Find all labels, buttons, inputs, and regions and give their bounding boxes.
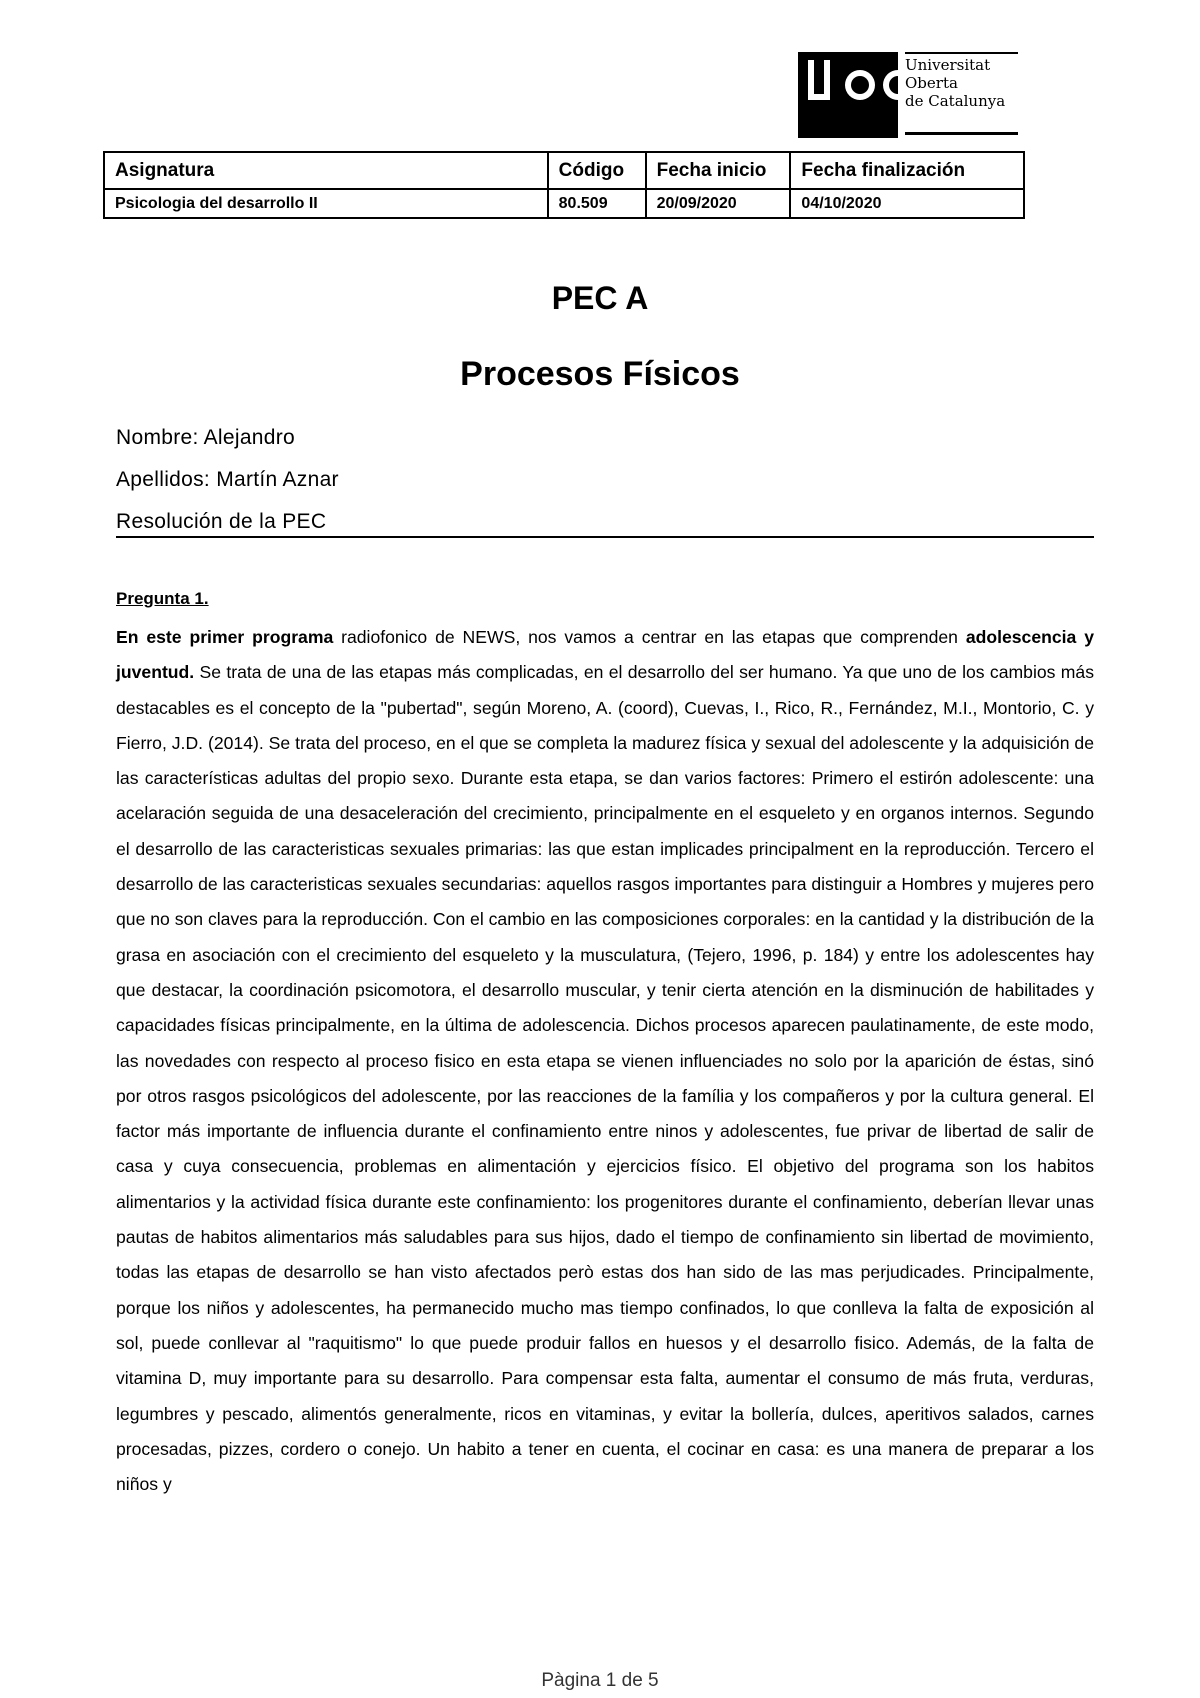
logo-wordmark [905,56,1005,110]
document-subtitle: Procesos Físicos [460,355,740,393]
uoc-logo [798,52,1020,138]
paragraph-text-2: Se trata de una de las etapas más complicadas, en el desarrollo del ser humano. Ya que uno de los cambios más destacables es el concepto de la "pubertad", según Moreno, A. (coord), Cuevas, I., Rico, R., Fernández, M.I., Montorio, C. y Fierro, J.D. (2014). Se trata del proceso, en el que se completa la madurez física y sexual del adolescente y la adquisición de las características adultas del propio sexo. Durante esta etapa, se dan varios factores: Primero el estirón adolescente: una acelaración seguida de una desaceleración del crecimiento, principalmente en el esqueleto y en organos internos. Segundo el desarrollo de las caracteristicas sexuales primarias: las que estan implicades principalment en la reproducción. Tercero el desarrollo de las caracteristicas sexuales secundarias: aquellos rasgos importantes para distinguir a Hombres y mujeres pero que no son claves para la reproducción. Con el cambio en las composiciones corporales: en la cantidad y la distribución de la grasa en asociación con el crecimiento del esqueleto y la musculatura, (Tejero, 1996, p. 184) y entre los adolescentes hay que destacar, la coordinación psicomotora, el desarrollo muscular, y tenir cierta atención en la disminución de habilitades y capacidades físicas principalmente, en la última de adolescencia. Dichos procesos aparecen paulatinamente, de este modo, las novedades con respecto al proceso fisico en esta etapa se vienen influenciades no solo por la aparición de éstas, sinó por otros rasgos psicológicos del adolescente, por las reacciones de la família y los compañeros y por la cultura general. El factor más importante de influencia durante el confinamiento entre ninos y adolescentes, fue privar de libertad de salir de casa y cuya consecuencia, problemas en alimentación y ejercicios físico. El objetivo del programa son los habitos alimentarios y la actividad física durante este confinamiento: los progenitores durante el confinamiento, deberían llevar unas pautas de habitos alimentarios más saludables para sus hijos, dado el tiempo de confinamiento sin libertad de movimiento, todas las etapas de desarrollo se han visto afectados però estas dos han sido de las mas perjudicades. Principalmente, porque los niños y adolescentes, ha permanecido mucho mas tiempo confinados, lo que conlleva la falta de exposición al sol, puede conllevar al "raquitismo" lo que puede produir fallos en huesos y el desarrollo fisico. Además, de la falta de vitamina D, muy importante para su desarrollo. Para compensar esta falta, aumentar el consumo de más fruta, verduras, legumbres y pescado, alimentós generalmente, ricos en vitaminas, y evitar la bollería, dulces, aperitivos salados, carnes procesadas, pizzes, cordero o conejo. Un habito a tener en cuenta, el cocinar en casa: es una manera de preparar a los niños y [116,662,1094,1495]
header-fecha-finalizacion: Fecha finalización [790,152,1024,189]
answer-paragraph [116,620,1094,1502]
section-heading: Resolución de la PEC [116,510,327,533]
header-asignatura: Asignatura [104,152,548,189]
document-title: PEC A [551,280,649,316]
cell-codigo: 80.509 [548,189,646,218]
course-info-table [103,151,1025,219]
header-fecha-inicio: Fecha inicio [646,152,791,189]
page-number: Pàgina 1 de 5 [541,1670,659,1691]
table-header-row [104,152,1024,189]
cell-asignatura: Psicologia del desarrollo II [104,189,548,218]
header-codigo: Código [548,152,646,189]
cell-fecha-finalizacion: 04/10/2020 [790,189,1024,218]
cell-fecha-inicio: 20/09/2020 [646,189,791,218]
question-label: Pregunta 1. [116,589,209,608]
logo-line-1: Universitat [905,56,991,74]
logo-line-3: de Catalunya [905,92,1006,110]
bold-phrase: adolescencia y juventud. [116,627,1094,683]
paragraph-text-1: radiofonico de NEWS, nos vamos a centrar en las etapas que comprenden [333,627,966,647]
uoc-logo-mark [798,52,898,138]
logo-bottom-rule [905,132,1018,135]
logo-line-2: Oberta [905,74,958,92]
logo-top-rule [905,52,1018,54]
section-divider [116,536,1094,538]
student-name: Nombre: Alejandro [116,426,296,449]
table-row [104,189,1024,218]
bold-intro: En este primer programa [116,627,334,647]
student-surnames: Apellidos: Martín Aznar [116,468,339,491]
